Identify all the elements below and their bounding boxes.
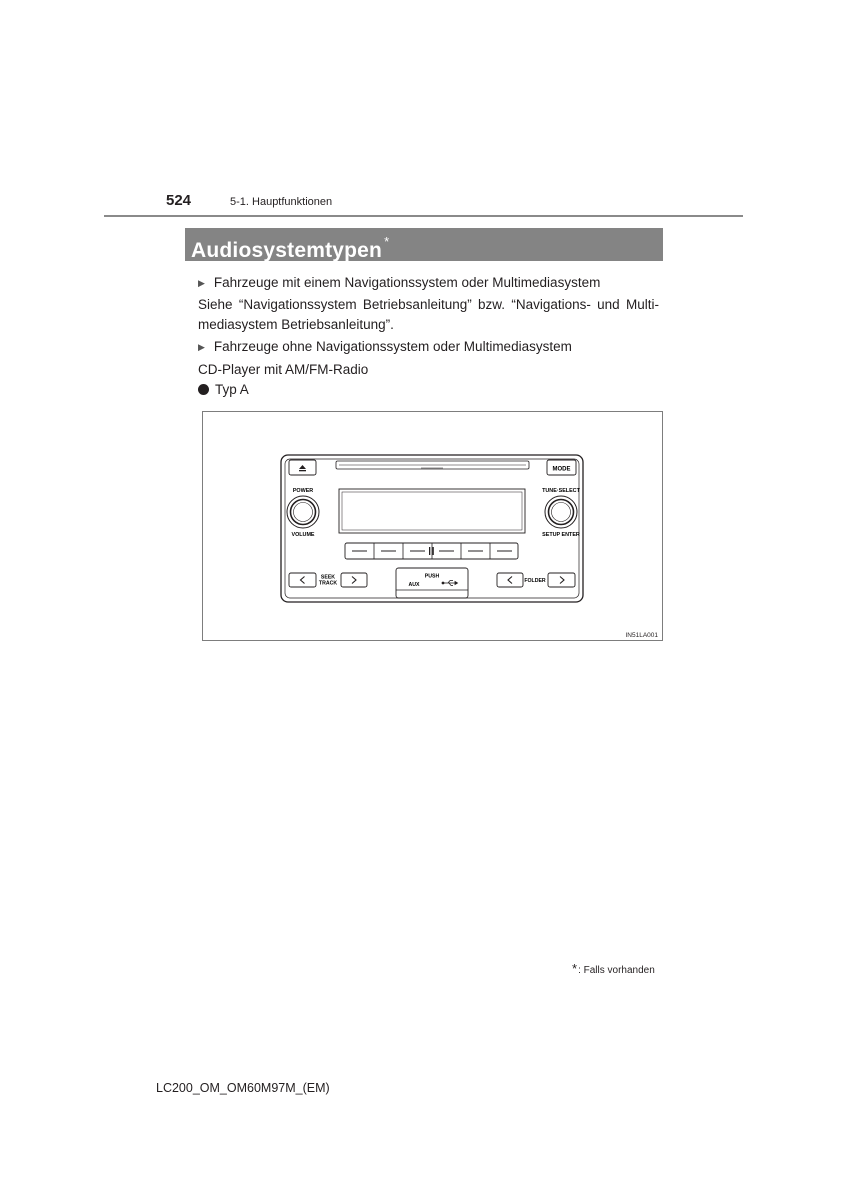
folder-label: FOLDER [524, 578, 546, 584]
audio-unit-illustration [203, 412, 664, 642]
list-item-without-navigation [198, 337, 572, 358]
paragraph-cd-player: CD-Player mit AM/FM-Radio [198, 362, 369, 377]
footnote-mark: * [572, 961, 578, 976]
list-item-with-navigation [198, 273, 600, 294]
section-title-bar [185, 228, 663, 261]
footnote-text: : Falls vorhanden [578, 965, 655, 976]
chapter-title: 5-1. Hauptfunktionen [230, 196, 333, 208]
item1-text: Fahrzeuge mit einem Navigationssystem oder Multimediasystem [213, 275, 601, 290]
track-label: TRACK [318, 580, 338, 587]
audio-unit-figure [202, 411, 663, 641]
push-label: PUSH [424, 573, 440, 580]
bullet-text: Typ A [215, 382, 249, 397]
section-title: Audiosystemtypen [191, 239, 383, 262]
preset-buttons [345, 543, 518, 559]
header-rule [104, 215, 743, 217]
document-code: LC200_OM_OM60M97M_(EM) [156, 1081, 330, 1095]
volume-label: VOLUME [291, 532, 315, 538]
display-screen [339, 489, 525, 533]
aux-label: AUX [408, 582, 420, 588]
seek-back-button [289, 573, 316, 587]
bullet-typ-a [198, 380, 249, 400]
power-label: POWER [292, 488, 314, 494]
seek-label: SEEK [320, 574, 336, 581]
paragraph-reference: Siehe “Navigationssystem Betriebsanleitung” bzw. “Navigations- und Multi-mediasystem Betriebsanleitung”. [198, 297, 659, 332]
folder-forward-button [548, 573, 575, 587]
triangle-bullet-icon: ▶ [198, 278, 205, 288]
item2-text: Fahrzeuge ohne Navigationssystem oder Multimediasystem [213, 339, 572, 354]
mode-label: MODE [552, 466, 571, 473]
optional-mark: * [384, 234, 390, 249]
page-number: 524 [166, 192, 192, 209]
folder-back-button [497, 573, 523, 587]
footnote [572, 961, 655, 976]
setup-enter-label: SETUP ENTER [542, 532, 580, 538]
figure-code: IN51LA001 [625, 632, 658, 639]
seek-forward-button [341, 573, 367, 587]
triangle-bullet-icon: ▶ [198, 342, 205, 352]
tune-select-label: TUNE·SELECT [542, 488, 580, 494]
circle-bullet-icon [198, 384, 209, 395]
